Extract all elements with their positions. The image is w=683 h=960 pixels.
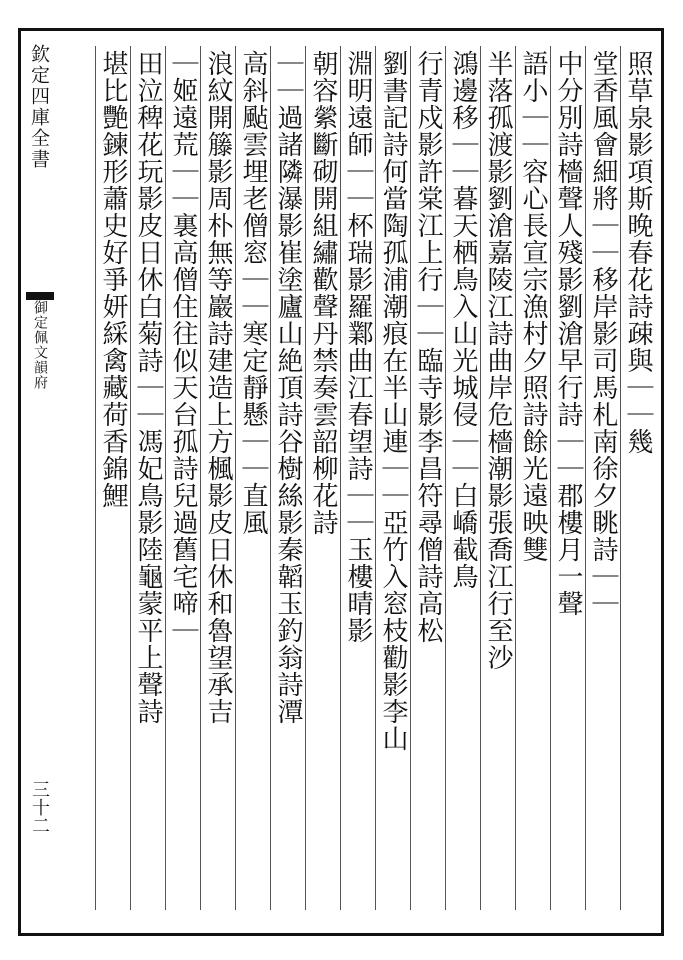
text-column: 半落孤渡影劉滄嘉陵江詩曲岸危檣潮影張喬江行至沙 xyxy=(480,46,515,910)
text-column: 朝容縈斷砌開組繡歡聲丹禁奏雲韶柳花詩 xyxy=(305,46,340,910)
text-column: 劉書記詩何當陶孤浦潮痕在半山連｜｜亞竹入窓枝勸影李山 xyxy=(375,46,410,910)
text-column: 照草泉影項斯晚春花詩疎與｜｜幾 xyxy=(620,46,655,910)
text-column: 行青戍影許棠江上行｜｜臨寺影李昌符尋僧詩高松 xyxy=(410,46,445,910)
fishtail-mark xyxy=(26,292,54,300)
text-column: 語小｜｜容心長宣宗漁村夕照詩餘光遠映雙 xyxy=(515,46,550,910)
section-title: 御定佩文韻府 xyxy=(32,300,48,390)
text-column: ｜｜過諸隣瀑影崔塗廬山絶頂詩谷樹絲影秦韜玉釣翁詩潭 xyxy=(270,46,305,910)
text-column: 中分別詩檣聲人殘影劉滄早行詩｜｜郡樓月一聲 xyxy=(550,46,585,910)
text-column: 淵明遠師｜｜杯瑞影羅鄴曲江春望詩｜｜玉樓晴影 xyxy=(340,46,375,910)
text-column: 田泣稗花玩影皮日休白菊詩｜｜馮妃鳥影陸龜蒙平上聲詩 xyxy=(130,46,165,910)
text-column: 高斜颭雲埋老僧窓｜｜寒定靜懸｜｜直風 xyxy=(235,46,270,910)
text-column: 鴻邊移｜｜暮天栖鳥入山光城侵｜｜白嶠截鳥 xyxy=(445,46,480,910)
book-title: 欽定四庫全書 xyxy=(28,44,50,170)
page-number: 三十二 xyxy=(29,780,50,834)
text-column: 堪比艷鍊形蕭史好爭妍綵禽藏荷香錦鯉 xyxy=(95,46,130,910)
text-columns xyxy=(95,46,655,910)
text-column: 浪紋開籐影周朴無等巖詩建造上方楓影皮日休和魯望承吉 xyxy=(200,46,235,910)
text-column: ｜姬遠荒｜｜裏高僧住往似天台孤詩兒過舊宅啼｜ xyxy=(165,46,200,910)
text-column: 堂香風會細將｜｜移岸影司馬札南徐夕眺詩｜｜ xyxy=(585,46,620,910)
